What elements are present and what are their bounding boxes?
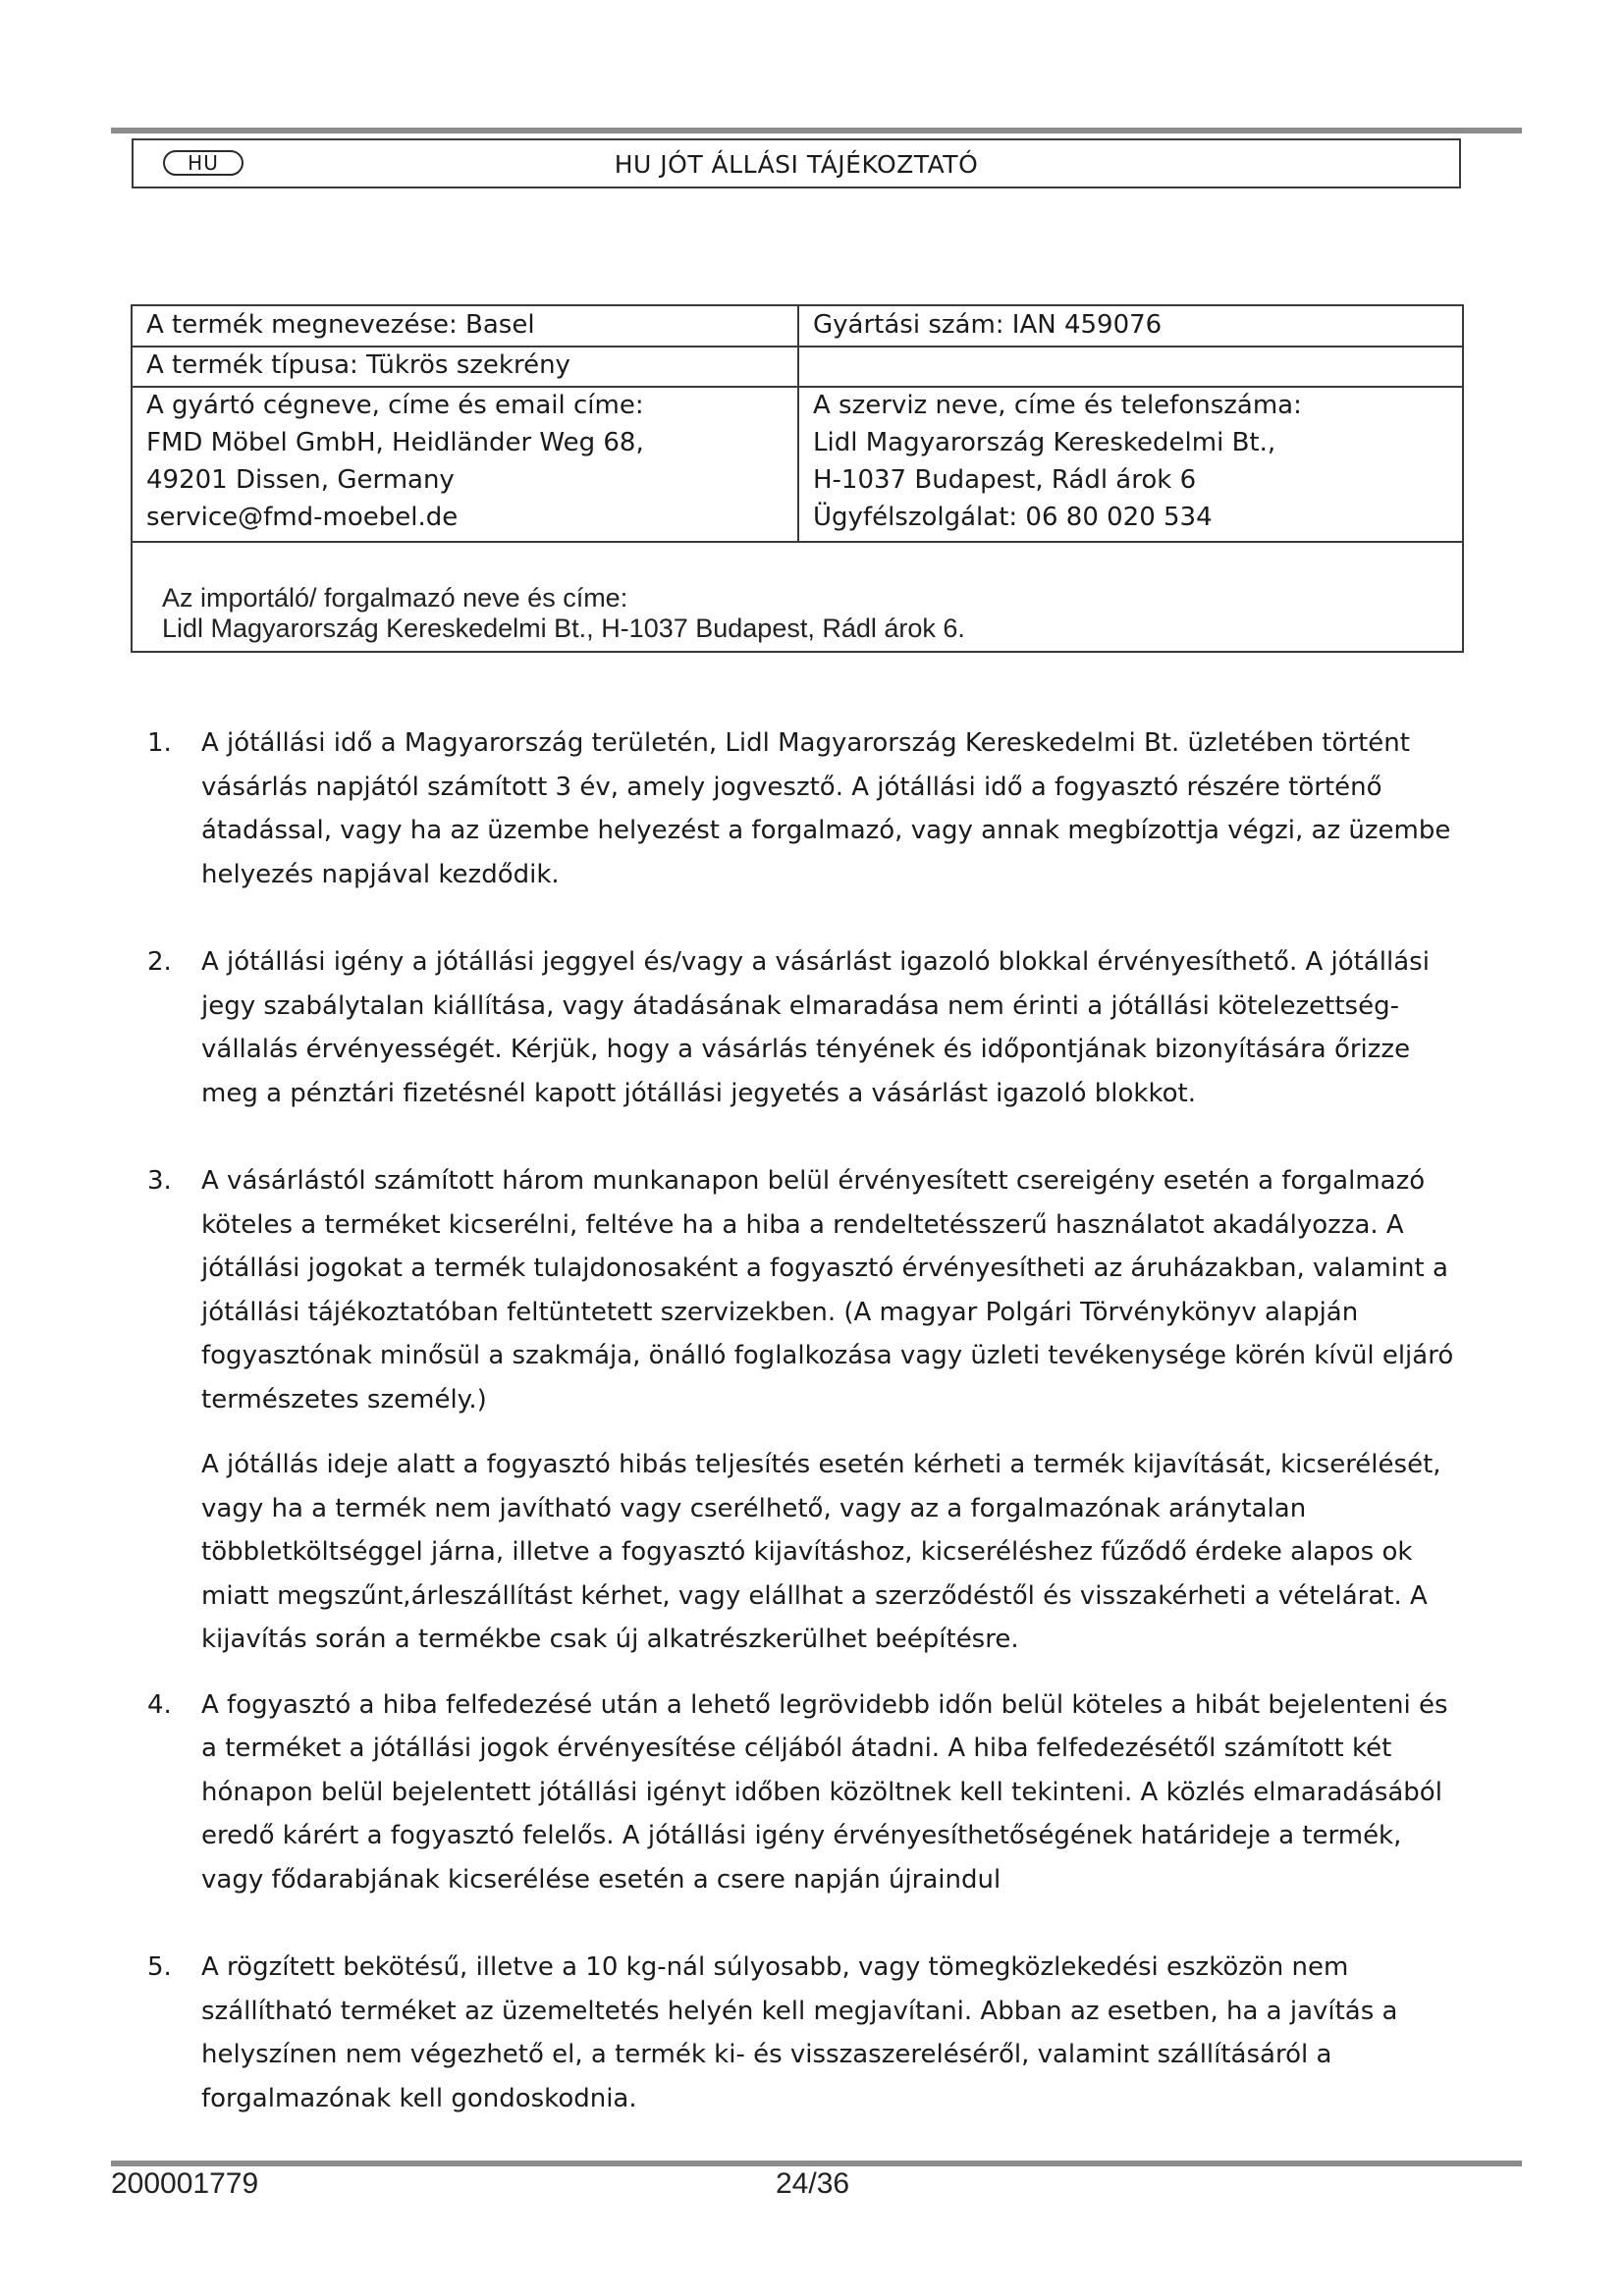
item-line: a terméket a jótállási jogok érvényesítése céljából átadni. A hiba felfedezésétől számított két	[201, 1734, 1392, 1763]
item-number: 1.	[147, 728, 172, 758]
list-item	[147, 940, 1463, 1115]
list-item	[147, 1946, 1463, 2120]
importer-label: Az importáló/ forgalmazó neve és címe:	[162, 583, 628, 613]
item-line: jótállási jogokat a termék tulajdonosaként a fogyasztó érvényesítheti az áruházakban, valamint a	[201, 1254, 1448, 1283]
product-type-cell: A termék típusa: Tükrös szekrény	[146, 350, 570, 380]
item-line: helyezés napjával kezdődik.	[201, 859, 560, 889]
top-rule	[111, 128, 1522, 133]
list-item	[147, 1683, 1463, 1902]
service-line: H-1037 Budapest, Rádl árok 6	[813, 465, 1197, 495]
item-line: vagy fődarabjának kicserélése esetén a csere napján újraindul	[201, 1864, 1001, 1895]
manufacturer-email: service@fmd-moebel.de	[146, 503, 459, 532]
item-line: A jótállási igény a jótállási jeggyel és/vagy a vásárlást igazoló blokkal érvényesíthető. A jótállási	[201, 947, 1430, 977]
list-item-continuation	[147, 1443, 1463, 1662]
document-number: 200001779	[111, 2167, 259, 2200]
page-title: HU JÓT ÁLLÁSI TÁJÉKOZTATÓ	[614, 150, 979, 179]
serial-number-cell: Gyártási szám: IAN 459076	[813, 310, 1163, 340]
item-number: 4.	[147, 1689, 172, 1720]
item-line: köteles a terméket kicserélni, feltéve ha a hiba a rendeltetésszerű használatot akadályozza. A	[201, 1209, 1404, 1240]
item-line: többletköltséggel járna, illetve a fogyasztó kijavításhoz, kicseréléshez fűződő érdeke alapos ok	[201, 1537, 1413, 1567]
item-line: vásárlás napjától számított 3 év, amely jogvesztő. A jótállási idő a fogyasztó részére történő	[201, 772, 1382, 802]
item-line: helyszínen nem végezhető el, a termék ki- és visszaszereléséről, valamint szállításáról a	[201, 2040, 1332, 2069]
list-item	[147, 721, 1463, 896]
service-phone: Ügyfélszolgálat: 06 80 020 534	[813, 503, 1213, 532]
item-line: vagy ha a termék nem javítható vagy cserélhető, vagy az a forgalmazónak aránytalan	[201, 1493, 1307, 1523]
item-line: forgalmazónak kell gondoskodnia.	[201, 2083, 637, 2113]
item-line: eredő kárért a fogyasztó felelős. A jótállási igény érvényesíthetőségének határideje a termék,	[201, 1821, 1402, 1850]
importer-address: Lidl Magyarország Kereskedelmi Bt., H-1037 Budapest, Rádl árok 6.	[162, 614, 965, 643]
item-number: 3.	[147, 1166, 172, 1196]
service-line: Lidl Magyarország Kereskedelmi Bt.,	[813, 428, 1276, 457]
product-info-table	[131, 304, 1464, 653]
list-item	[147, 1159, 1463, 1421]
item-line: A fogyasztó a hiba felfedezésé után a lehető legrövidebb időn belül köteles a hibát bejelenteni és	[201, 1689, 1448, 1720]
item-line: átadással, vagy ha az üzembe helyezést a forgalmazó, vagy annak megbízottja végzi, az üzembe	[201, 816, 1451, 845]
item-line: A rögzített bekötésű, illetve a 10 kg-nál súlyosabb, vagy tömegközlekedési eszközön nem	[201, 1952, 1349, 1982]
country-badge: HU	[163, 150, 244, 176]
manufacturer-line: 49201 Dissen, Germany	[146, 465, 455, 495]
service-line: A szerviz neve, címe és telefonszáma:	[813, 391, 1302, 420]
item-line: meg a pénztári fizetésnél kapott jótállási jegyetés a vásárlást igazoló blokkot.	[201, 1078, 1196, 1108]
warranty-terms-list	[147, 721, 1463, 2120]
item-line: A jótállási idő a Magyarország területén, Lidl Magyarország Kereskedelmi Bt. üzletében történt	[201, 728, 1410, 758]
item-line: miatt megszűnt,árleszállítást kérhet, vagy elállhat a szerződéstől és visszakérheti a vételárat. A	[201, 1580, 1428, 1611]
item-line: fogyasztónak minősül a szakmája, önálló foglalkozása vagy üzleti tevékenysége körén kívül eljáró	[201, 1341, 1454, 1370]
bottom-rule	[111, 2161, 1522, 2166]
item-line: kijavítás során a termékbe csak új alkatrészkerülhet beépítésre.	[201, 1625, 1019, 1654]
item-line: hónapon belül bejelentett jótállási igényt időben közöltnek kell tekinteni. A közlés elmaradásából	[201, 1777, 1442, 1807]
page-number: 24/36	[776, 2167, 850, 2200]
item-line: A vásárlástól számított három munkanapon belül érvényesített csereigény esetén a forgalmazó	[201, 1166, 1426, 1196]
item-number: 2.	[147, 947, 172, 977]
item-line: szállítható terméket az üzemeltetés helyén kell megjavítani. Abban az esetben, ha a javítás a	[201, 1996, 1398, 2026]
importer-block	[162, 583, 965, 644]
item-line: jótállási tájékoztatóban feltüntetett szervizekben. (A magyar Polgári Törvénykönyv alapján	[201, 1297, 1359, 1327]
item-line: A jótállás ideje alatt a fogyasztó hibás teljesítés esetén kérheti a termék kijavítását, kicserélését,	[201, 1450, 1441, 1479]
manufacturer-line: A gyártó cégneve, címe és email címe:	[146, 391, 644, 420]
item-line: vállalás érvényességét. Kérjük, hogy a vásárlás tényének és időpontjának bizonyítására őrizze	[201, 1035, 1411, 1064]
item-number: 5.	[147, 1952, 172, 1982]
header-box	[132, 138, 1461, 188]
manufacturer-line: FMD Möbel GmbH, Heidländer Weg 68,	[146, 428, 644, 457]
product-name-cell: A termék megnevezése: Basel	[146, 310, 535, 340]
table-divider	[133, 541, 1462, 543]
service-cell	[799, 387, 1462, 536]
item-line: természetes személy.)	[201, 1384, 487, 1415]
manufacturer-cell	[133, 387, 797, 536]
item-line: jegy szabálytalan kiállítása, vagy átadásának elmaradása nem érinti a jótállási kötelezettség-	[201, 990, 1399, 1021]
